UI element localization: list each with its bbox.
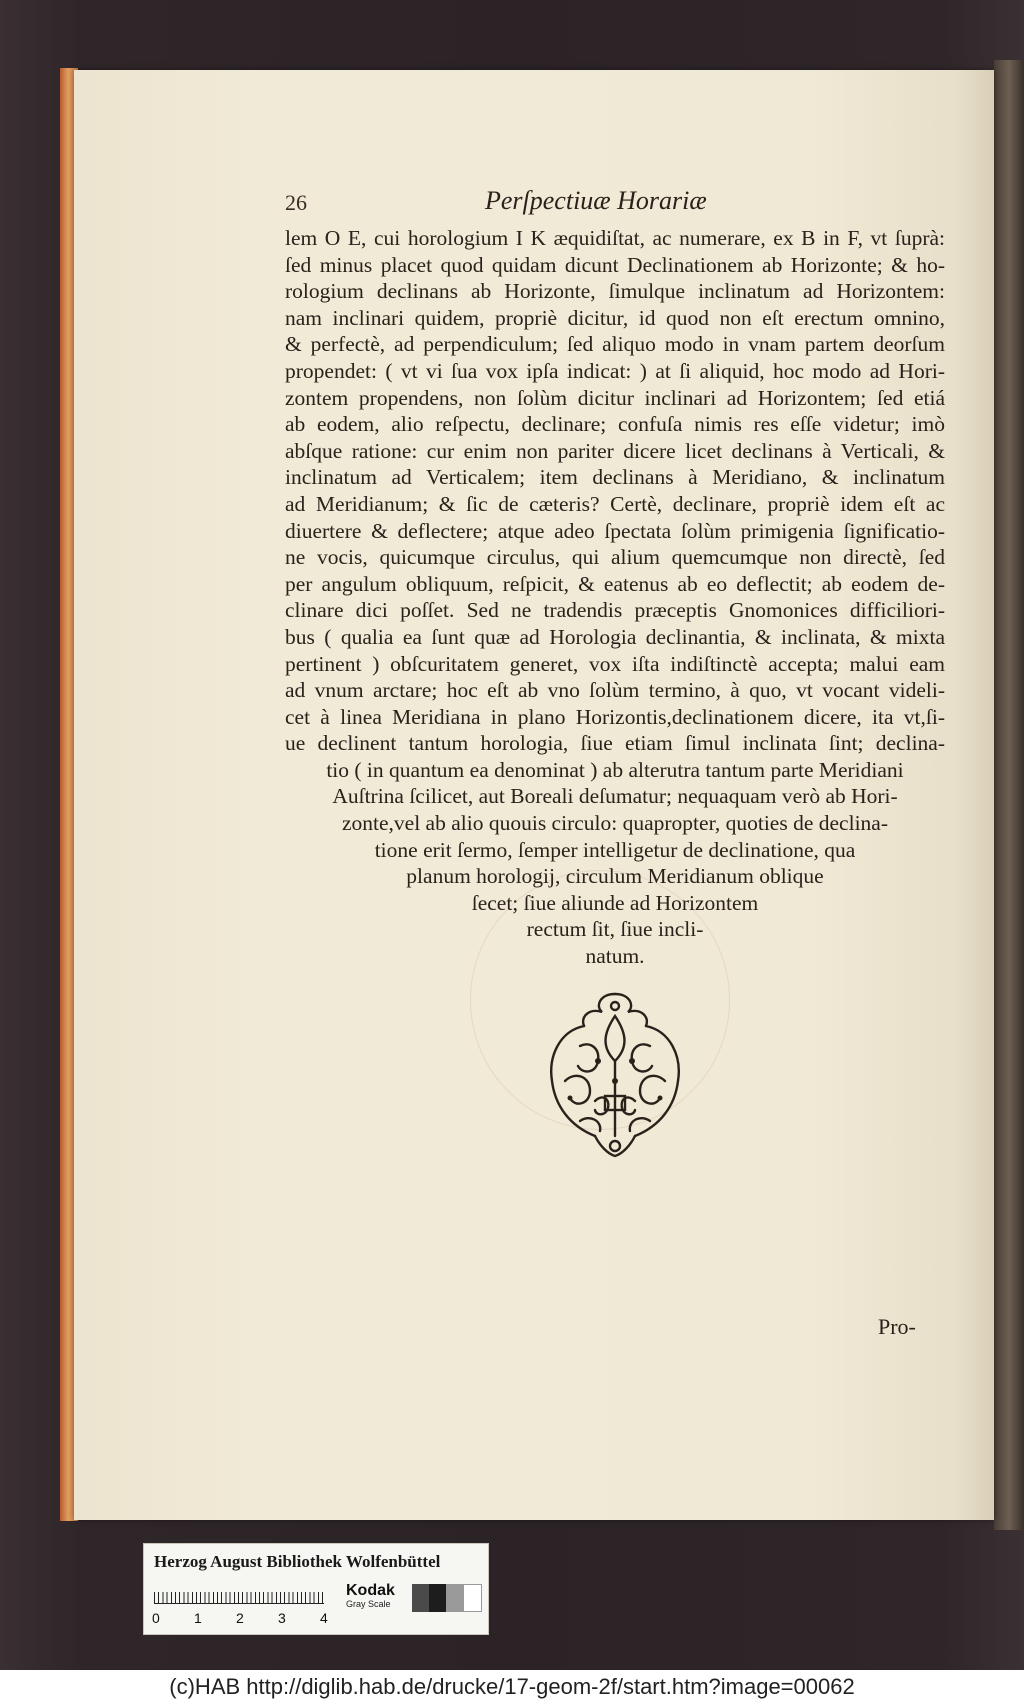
credit-bar xyxy=(0,1670,1024,1705)
library-color-card xyxy=(143,1543,489,1635)
kodak-subtitle: Gray Scale xyxy=(346,1599,391,1609)
text-line: bus ( qualia ea ſunt quæ ad Horologia declinantia, & inclinata, & mixta xyxy=(285,624,945,649)
kodak-label xyxy=(346,1582,395,1609)
text-line: rologium declinans ab Horizonte, ſimulque inclinatum ad Horizontem: xyxy=(285,279,945,304)
text-line: nam inclinari quidem, propriè dicitur, id quod non eſt erectum omnino, xyxy=(285,305,945,330)
text-line: natum. xyxy=(585,944,645,969)
text-line: ſed minus placet quod quidam dicunt Declinationem ab Horizonte; & ho- xyxy=(285,252,945,277)
ruler-label: 1 xyxy=(194,1610,202,1626)
ruler-label: 3 xyxy=(278,1610,286,1626)
text-line: clinare dici poſſet. Sed ne tradendis præceptis Gnomonices difficiliori- xyxy=(285,598,945,623)
gray-patch xyxy=(446,1584,463,1612)
text-line: propendet: ( vt vi ſua vox ipſa indicat: ) at ſi aliquid, hoc modo ad Hori- xyxy=(285,358,945,383)
text-line: diuertere & deflectere; atque adeo ſpectata ſolùm primigenia ſignificatio- xyxy=(285,518,945,543)
gray-patch xyxy=(429,1584,446,1612)
text-line: inclinatum ad Verticalem; item declinans à Meridiano, & inclinatum xyxy=(285,465,945,490)
text-line: ab eodem, alio reſpectu, declinare; confuſa nimis res eſſe videtur; imò xyxy=(285,412,945,437)
text-line: ad Meridianum; & ſic de cæteris? Certè, declinare, propriè idem eſt ac xyxy=(285,491,945,516)
kodak-brand: Kodak xyxy=(346,1582,395,1599)
running-title: Perſpectiuæ Horariæ xyxy=(485,186,707,215)
credit-link[interactable]: (c)HAB http://diglib.hab.de/drucke/17-geom-2f/start.htm?image=00062 xyxy=(169,1674,855,1699)
text-line: zonte,vel ab alio quouis circulo: quapropter, quoties de declina- xyxy=(341,811,888,836)
text-line: & perfectè, ad perpendiculum; ſed aliquo modo in vnam partem deorſum xyxy=(285,332,945,357)
text-line: planum horologij, circulum Meridianum oblique xyxy=(406,864,824,889)
text-line: ad vnum arctare; hoc eſt ab vno ſolùm termino, à quo, vt vocant videli- xyxy=(285,678,945,703)
fleuron-ornament-icon xyxy=(540,986,690,1161)
text-line: abſque ratione: cur enim non pariter dicere licet declinans à Verticali, & xyxy=(285,438,945,463)
page-header xyxy=(285,186,745,220)
text-line: tio ( in quantum ea denominat ) ab alterutra tantum parte Meridiani xyxy=(326,757,904,782)
ruler-label: 0 xyxy=(152,1610,160,1626)
page-number: 26 xyxy=(285,190,307,215)
facing-page-edge xyxy=(994,60,1024,1530)
text-line: ne vocis, quicumque circulus, qui alium quemcumque non directè, ſed xyxy=(285,545,945,570)
ruler-label: 4 xyxy=(320,1610,328,1626)
catchword: Pro- xyxy=(878,1314,916,1339)
text-line: ſecet; ſiue aliunde ad Horizontem xyxy=(471,890,759,915)
library-name: Herzog August Bibliothek Wolfenbüttel xyxy=(154,1552,441,1571)
text-line: rectum ſit, ſiue incli- xyxy=(526,917,704,942)
text-line: cet à linea Meridiana in plano Horizontis,declinationem dicere, ita vt,ſi- xyxy=(285,704,945,729)
text-line: ue declinent tantum horologia, ſiue etiam ſimul inclinata ſint; declina- xyxy=(285,731,945,756)
ruler-label: 2 xyxy=(236,1610,244,1626)
text-line: lem O E, cui horologium I K æquidiſtat, ac numerare, ex B in F, vt ſuprà: xyxy=(285,226,945,250)
text-line: zontem propendens, non ſolùm dicitur inclinari ad Horizontem; ſed etiá xyxy=(285,385,945,410)
gray-scale-patches xyxy=(412,1584,482,1612)
ruler-scale xyxy=(154,1584,324,1604)
body-text xyxy=(285,225,945,970)
text-line: pertinent ) obſcuritatem generet, vox iſta indiſtinctè accepta; malui eam xyxy=(285,651,945,676)
text-line: tione erit ſermo, ſemper intelligetur de declinatione, qua xyxy=(374,837,856,862)
text-line: Auſtrina ſcilicet, aut Boreali deſumatur; nequaquam verò ab Hori- xyxy=(332,784,898,809)
text-line: per angulum obliquum, reſpicit, & eatenus ab eo deflectit; ab eodem de- xyxy=(285,571,945,596)
gray-patch xyxy=(463,1584,482,1612)
gray-patch xyxy=(412,1584,429,1612)
